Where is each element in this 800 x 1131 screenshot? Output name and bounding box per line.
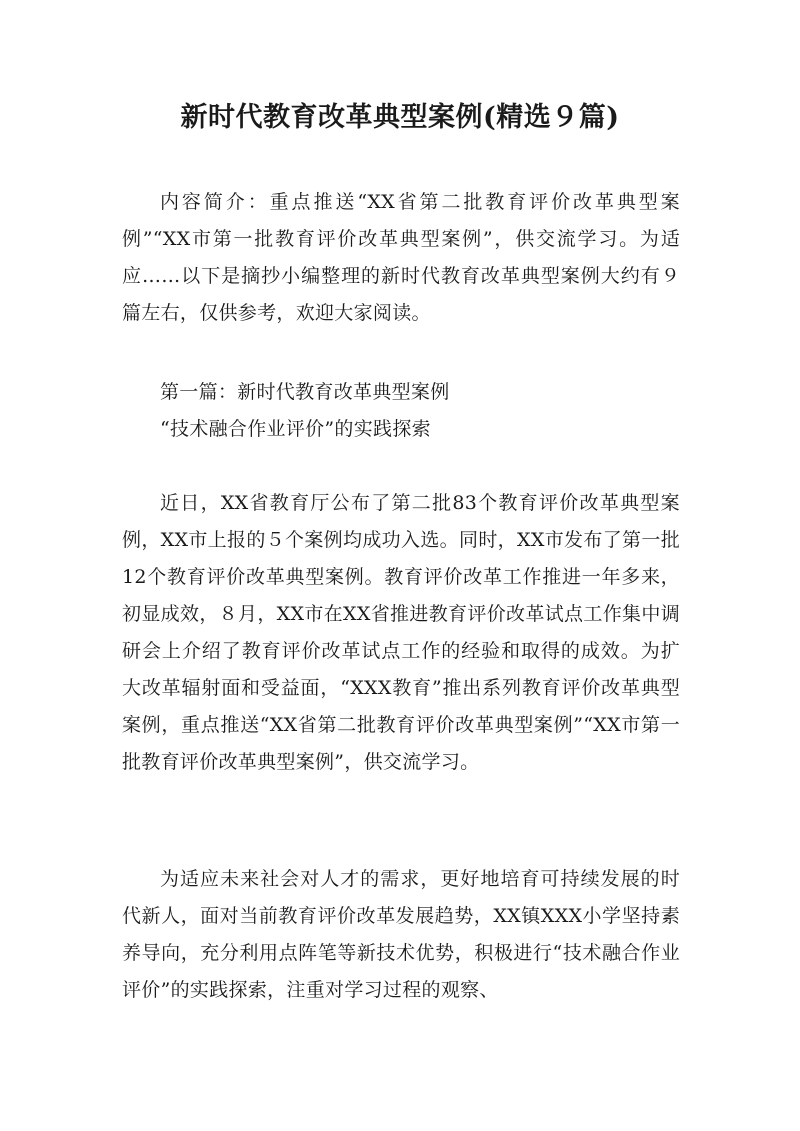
document-title: 新时代教育改革典型案例(精选９篇) [180,102,620,133]
body-paragraph: 为适应未来社会对人才的需求，更好地培育可持续发展的时代新人，面对当前教育评价改革发展趋势，XX镇XXX小学坚持素养导向，充分利用点阵笔等新技术优势，积极进行“技术融合作业评价”的实践探索，注重对学习过程的观察、 [122,868,680,1001]
intro-paragraph: 内容简介：重点推送“XX省第二批教育评价改革典型案例”“XX市第一批教育评价改革典型案例”，供交流学习。为适应……以下是摘抄小编整理的新时代教育改革典型案例大约有９篇左右，仅供参考，欢迎大家阅读。 [122,191,680,324]
section-heading: 第一篇：新时代教育改革典型案例 [160,381,450,403]
section-subheading: “技术融合作业评价”的实践探索 [160,418,431,440]
body-paragraph: 近日，XX省教育厅公布了第二批83个教育评价改革典型案例，XX市上报的５个案例均成功入选。同时，XX市发布了第一批12个教育评价改革典型案例。教育评价改革工作推进一年多来，初显成效，８月，XX市在XX省推进教育评价改革试点工作集中调研会上介绍了教育评价改革试点工作的经验和取得的成效。为扩大改革辐射面和受益面，“XXX教育”推出系列教育评价改革典型案例，重点推送“XX省第二批教育评价改革典型案例”“XX市第一批教育评价改革典型案例”，供交流学习。 [122,492,680,773]
